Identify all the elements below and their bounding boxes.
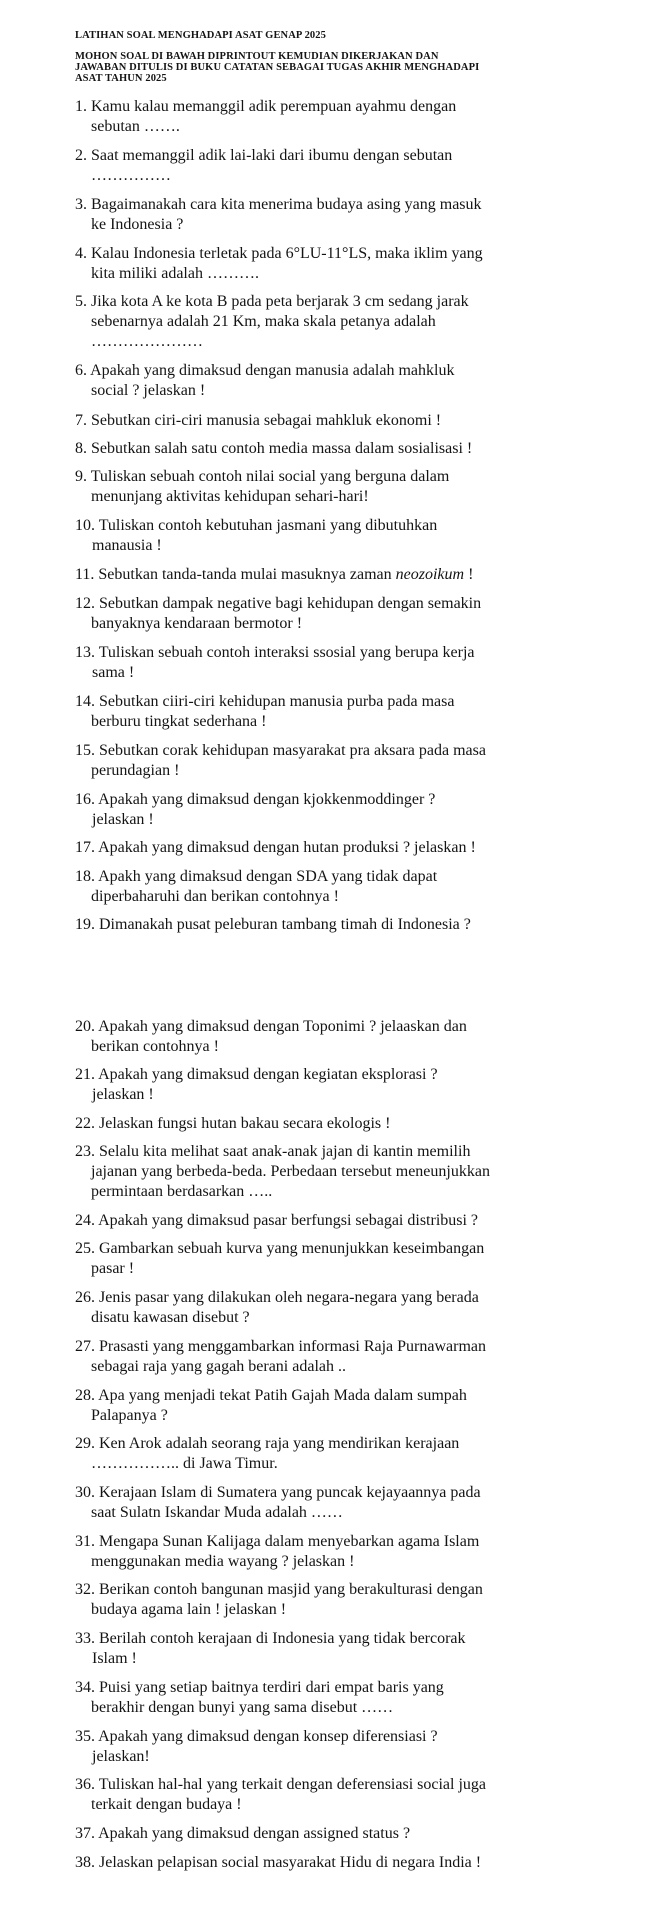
question-21 bbox=[75, 1065, 555, 1105]
question-number: 22. bbox=[75, 1115, 95, 1132]
question-text: Apakah yang dimaksud pasar berfungsi sebagai distribusi ? bbox=[98, 1212, 479, 1229]
question-text: Prasasti yang menggambarkan informasi Raja Purnawarman bbox=[99, 1338, 486, 1355]
question-13 bbox=[75, 643, 555, 683]
question-text-cont: menunjang aktivitas kehidupan sehari-hari! bbox=[91, 488, 369, 505]
question-15 bbox=[75, 741, 555, 781]
question-number: 6. bbox=[75, 362, 87, 379]
instruction-line-1: MOHON SOAL DI BAWAH DIPRINTOUT KEMUDIAN DIKERJAKAN DAN bbox=[75, 51, 439, 62]
question-number: 29. bbox=[75, 1435, 95, 1452]
question-text-cont: diperbaharuhi dan berikan contohnya ! bbox=[91, 888, 339, 905]
question-37 bbox=[75, 1824, 555, 1844]
question-number: 25. bbox=[75, 1240, 95, 1257]
question-38 bbox=[75, 1853, 555, 1873]
question-text: Mengapa Sunan Kalijaga dalam menyebarkan agama Islam bbox=[99, 1533, 480, 1550]
question-text: Sebutkan tanda-tanda mulai masuknya zaman bbox=[98, 566, 396, 583]
question-19 bbox=[75, 915, 555, 935]
question-28 bbox=[75, 1386, 555, 1426]
question-text-cont: jajanan yang berbeda-beda. Perbedaan tersebut meneunjukkan bbox=[91, 1163, 490, 1180]
question-text: Puisi yang setiap baitnya terdiri dari empat baris yang bbox=[99, 1679, 444, 1696]
question-text-cont: banyaknya kendaraan bermotor ! bbox=[91, 615, 303, 632]
question-30 bbox=[75, 1483, 555, 1523]
instruction-line-2: JAWABAN DITULIS DI BUKU CATATAN SEBAGAI TUGAS AKHIR MENGHADAPI bbox=[75, 62, 480, 73]
question-text: Sebutkan corak kehidupan masyarakat pra aksara pada masa bbox=[99, 742, 486, 759]
question-7 bbox=[75, 411, 555, 431]
question-14 bbox=[75, 692, 555, 732]
question-text-cont: ke Indonesia ? bbox=[91, 216, 184, 233]
question-text-cont: terkait dengan budaya ! bbox=[91, 1796, 242, 1813]
question-text: Sebutkan ciiri-ciri kehidupan manusia purba pada masa bbox=[99, 693, 455, 710]
question-text-cont: kita miliki adalah ………. bbox=[91, 265, 259, 282]
question-number: 17. bbox=[75, 839, 95, 856]
question-text: Apakah yang dimaksud dengan assigned status ? bbox=[98, 1825, 411, 1842]
question-number: 11. bbox=[75, 566, 95, 583]
question-text: Apakh yang dimaksud dengan SDA yang tidak dapat bbox=[98, 868, 438, 885]
worksheet-title: LATIHAN SOAL MENGHADAPI ASAT GENAP 2025 bbox=[75, 30, 326, 41]
question-number: 31. bbox=[75, 1533, 95, 1550]
question-text-cont: berakhir dengan bunyi yang sama disebut …… bbox=[91, 1699, 394, 1716]
question-20 bbox=[75, 1017, 555, 1057]
question-text-cont: …………….. di Jawa Timur. bbox=[91, 1455, 278, 1472]
question-3 bbox=[75, 195, 555, 235]
question-text: Kerajaan Islam di Sumatera yang puncak kejayaannya pada bbox=[99, 1484, 481, 1501]
question-text: Apakah yang dimaksud dengan hutan produksi ? jelaskan ! bbox=[98, 839, 476, 856]
question-18 bbox=[75, 867, 555, 907]
question-4 bbox=[75, 244, 555, 284]
question-text: Apakah yang dimaksud dengan Toponimi ? jelaaskan dan bbox=[98, 1018, 467, 1035]
question-text-cont: …………… bbox=[91, 167, 171, 184]
question-27 bbox=[75, 1337, 555, 1377]
question-text: Kalau Indonesia terletak pada 6°LU-11°LS, maka iklim yang bbox=[91, 245, 483, 262]
question-text: Apakah yang dimaksud dengan manusia adalah mahkluk bbox=[90, 362, 455, 379]
question-12 bbox=[75, 594, 555, 634]
question-text: Berikan contoh bangunan masjid yang berakulturasi dengan bbox=[99, 1581, 483, 1598]
question-text-cont: jelaskan! bbox=[92, 1748, 150, 1765]
question-number: 7. bbox=[75, 412, 87, 429]
question-text-cont: budaya agama lain ! jelaskan ! bbox=[91, 1601, 287, 1618]
question-number: 28. bbox=[75, 1387, 95, 1404]
question-text-italic: neozoikum bbox=[395, 566, 465, 583]
question-number: 32. bbox=[75, 1581, 95, 1598]
question-text: Tuliskan contoh kebutuhan jasmani yang dibutuhkan bbox=[98, 517, 438, 534]
question-number: 30. bbox=[75, 1484, 95, 1501]
question-33 bbox=[75, 1629, 555, 1669]
question-number: 1. bbox=[75, 98, 87, 115]
question-text-cont: sebenarnya adalah 21 Km, maka skala petanya adalah bbox=[91, 313, 436, 330]
question-text: Sebutkan salah satu contoh media massa dalam sosialisasi ! bbox=[91, 440, 473, 457]
question-text-cont: sama ! bbox=[92, 664, 135, 681]
question-number: 2. bbox=[75, 147, 87, 164]
question-text: Ken Arok adalah seorang raja yang mendirikan kerajaan bbox=[99, 1435, 460, 1452]
question-2 bbox=[75, 146, 555, 186]
question-number: 33. bbox=[75, 1630, 95, 1647]
question-text: Saat memanggil adik lai-laki dari ibumu dengan sebutan bbox=[91, 147, 453, 164]
question-text: Tuliskan hal-hal yang terkait dengan deferensiasi social juga bbox=[98, 1776, 487, 1793]
question-26 bbox=[75, 1288, 555, 1328]
question-text: Jelaskan fungsi hutan bakau secara ekologis ! bbox=[99, 1115, 391, 1132]
question-number: 18. bbox=[75, 868, 95, 885]
question-number: 8. bbox=[75, 440, 87, 457]
question-text-cont: Islam ! bbox=[92, 1650, 137, 1667]
question-25 bbox=[75, 1239, 555, 1279]
question-number: 26. bbox=[75, 1289, 95, 1306]
question-number: 35. bbox=[75, 1728, 95, 1745]
question-35 bbox=[75, 1727, 555, 1767]
question-text-cont: manausia ! bbox=[92, 537, 162, 554]
question-text-cont: berikan contohnya ! bbox=[91, 1038, 219, 1055]
question-text: Apakah yang dimaksud dengan konsep diferensiasi ? bbox=[98, 1728, 438, 1745]
question-text: Kamu kalau memanggil adik perempuan ayahmu dengan bbox=[91, 98, 457, 115]
question-11 bbox=[75, 565, 555, 585]
question-text-cont: sebagai raja yang gagah berani adalah .. bbox=[91, 1358, 346, 1375]
question-text-cont: menggunakan media wayang ? jelaskan ! bbox=[91, 1553, 355, 1570]
question-24 bbox=[75, 1211, 555, 1231]
question-text-cont: disatu kawasan disebut ? bbox=[91, 1309, 250, 1326]
question-text: Tuliskan sebuah contoh interaksi ssosial yang berupa kerja bbox=[98, 644, 475, 661]
question-32 bbox=[75, 1580, 555, 1620]
question-number: 5. bbox=[75, 293, 87, 310]
question-1 bbox=[75, 97, 555, 137]
question-text-cont: pasar ! bbox=[91, 1260, 135, 1277]
question-number: 21. bbox=[75, 1066, 95, 1083]
question-number: 15. bbox=[75, 742, 95, 759]
question-number: 10. bbox=[75, 517, 95, 534]
question-text: Apakah yang dimaksud dengan kjokkenmoddinger ? bbox=[98, 791, 436, 808]
question-34 bbox=[75, 1678, 555, 1718]
question-8 bbox=[75, 439, 555, 459]
question-5 bbox=[75, 292, 555, 352]
question-number: 38. bbox=[75, 1854, 95, 1871]
question-text: Tuliskan sebuah contoh nilai social yang berguna dalam bbox=[90, 468, 450, 485]
question-text-cont: jelaskan ! bbox=[92, 1086, 154, 1103]
question-number: 27. bbox=[75, 1338, 95, 1355]
question-text: Jenis pasar yang dilakukan oleh negara-negara yang berada bbox=[99, 1289, 479, 1306]
question-number: 20. bbox=[75, 1018, 95, 1035]
question-number: 37. bbox=[75, 1825, 95, 1842]
question-text: Sebutkan ciri-ciri manusia sebagai mahkluk ekonomi ! bbox=[91, 412, 442, 429]
question-9 bbox=[75, 467, 555, 507]
question-number: 9. bbox=[75, 468, 87, 485]
question-text-cont: sebutan ……. bbox=[91, 118, 180, 135]
question-text-cont: social ? jelaskan ! bbox=[91, 382, 206, 399]
question-number: 14. bbox=[75, 693, 95, 710]
question-text: Apa yang menjadi tekat Patih Gajah Mada dalam sumpah bbox=[98, 1387, 467, 1404]
question-text-cont: ………………… bbox=[91, 333, 203, 350]
question-number: 23. bbox=[75, 1143, 95, 1160]
question-text: Jelaskan pelapisan social masyarakat Hidu di negara India ! bbox=[99, 1854, 482, 1871]
question-text-cont: perundagian ! bbox=[91, 762, 180, 779]
question-31 bbox=[75, 1532, 555, 1572]
question-17 bbox=[75, 838, 555, 858]
question-number: 16. bbox=[75, 791, 95, 808]
instruction-line-3: ASAT TAHUN 2025 bbox=[75, 73, 167, 84]
question-text: Berilah contoh kerajaan di Indonesia yang tidak bercorak bbox=[99, 1630, 466, 1647]
question-36 bbox=[75, 1775, 555, 1815]
question-text-cont: Palapanya ? bbox=[91, 1407, 168, 1424]
question-number: 3. bbox=[75, 196, 87, 213]
question-number: 24. bbox=[75, 1212, 95, 1229]
question-text: Apakah yang dimaksud dengan kegiatan eksplorasi ? bbox=[98, 1066, 438, 1083]
question-text-cont: saat Sulatn Iskandar Muda adalah …… bbox=[91, 1504, 343, 1521]
question-number: 13. bbox=[75, 644, 95, 661]
question-text: Dimanakah pusat peleburan tambang timah di Indonesia ? bbox=[99, 916, 471, 933]
question-23 bbox=[75, 1142, 555, 1202]
question-text: Bagaimanakah cara kita menerima budaya asing yang masuk bbox=[91, 196, 482, 213]
question-text-cont: berburu tingkat sederhana ! bbox=[91, 713, 267, 730]
question-text-cont: permintaan berdasarkan ….. bbox=[91, 1183, 273, 1200]
question-10 bbox=[75, 516, 555, 556]
question-number: 34. bbox=[75, 1679, 95, 1696]
question-number: 36. bbox=[75, 1776, 95, 1793]
question-text-cont: jelaskan ! bbox=[92, 811, 154, 828]
question-text: Jika kota A ke kota B pada peta berjarak 3 cm sedang jarak bbox=[91, 293, 469, 310]
question-16 bbox=[75, 790, 555, 830]
question-22 bbox=[75, 1114, 555, 1134]
question-29 bbox=[75, 1434, 555, 1474]
question-text: Sebutkan dampak negative bagi kehidupan dengan semakin bbox=[99, 595, 482, 612]
question-number: 4. bbox=[75, 245, 87, 262]
question-text: Gambarkan sebuah kurva yang menunjukkan keseimbangan bbox=[99, 1240, 485, 1257]
question-text: ! bbox=[464, 566, 474, 583]
question-number: 12. bbox=[75, 595, 95, 612]
question-number: 19. bbox=[75, 916, 95, 933]
question-6 bbox=[75, 361, 555, 401]
question-text: Selalu kita melihat saat anak-anak jajan di kantin memilih bbox=[99, 1143, 471, 1160]
